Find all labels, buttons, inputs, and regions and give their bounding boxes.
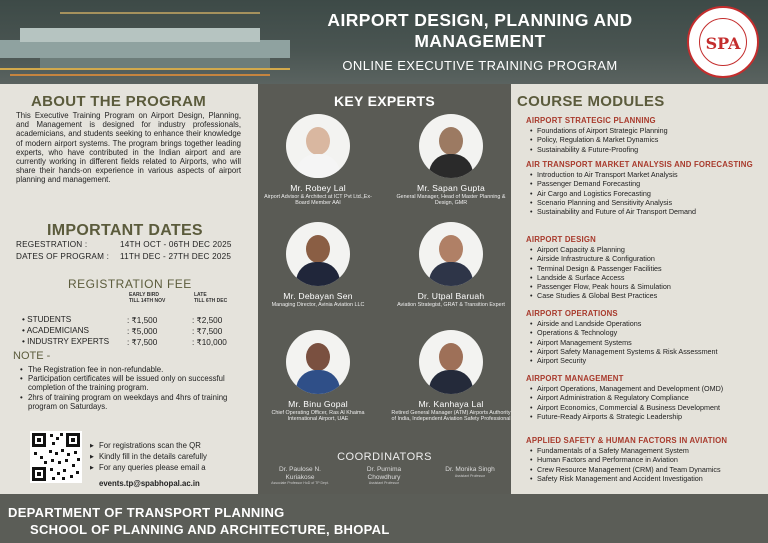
- module-section: [526, 436, 762, 483]
- module-section: [526, 116, 762, 154]
- contact-email-link[interactable]: events.tp@spabhopal.ac.in: [99, 479, 200, 488]
- list-item: • Crew Resource Management (CRM) and Team Dynamics: [537, 465, 762, 474]
- list-item: • Airport Administration & Regulatory Compliance: [537, 393, 762, 402]
- expert-role: Managing Director, Avinia Aviation LLC: [271, 302, 365, 308]
- expert-photo: [286, 330, 350, 394]
- module-heading: AIRPORT OPERATIONS: [526, 309, 618, 318]
- list-item: • Case Studies & Global Best Practices: [537, 291, 762, 300]
- expert-role: Aviation Strategist, GRAT & Transition Expert: [397, 302, 505, 308]
- spa-logo: SPA: [687, 6, 759, 78]
- late-header: LATE TILL 6TH DEC: [194, 292, 228, 304]
- list-item: • Human Factors and Performance in Aviation: [537, 455, 762, 464]
- expert-photo: [419, 114, 483, 178]
- expert-name: Mr. Binu Gopal: [288, 399, 348, 409]
- list-item: • Airport Operations, Management and Development (OMD): [537, 384, 762, 393]
- list-item: • Fundamentals of a Safety Management System: [537, 446, 762, 455]
- school-name: SCHOOL OF PLANNING AND ARCHITECTURE, BHOPAL: [30, 522, 390, 537]
- coordinators-title: COORDINATORS: [337, 451, 432, 463]
- expert-name: Mr. Sapan Gupta: [417, 183, 485, 193]
- department-name: DEPARTMENT OF TRANSPORT PLANNING: [8, 505, 285, 520]
- expert-name: Mr. Kanhaya Lal: [418, 399, 484, 409]
- modules-title: COURSE MODULES: [517, 93, 665, 110]
- list-item: • Sustainability & Future-Proofing: [537, 145, 762, 154]
- list-item: • Airside Infrastructure & Configuration: [537, 254, 762, 263]
- expert-role: Chief Operating Officer, Ras Al Khaima International Airport, UAE: [271, 410, 365, 423]
- expert-photo: [286, 114, 350, 178]
- note-list: [28, 365, 248, 411]
- list-item: • Airport Safety Management Systems & Risk Assessment: [537, 347, 762, 356]
- coordinator-name: Dr. Monika Singh: [445, 466, 495, 473]
- list-item: • Passenger Demand Forecasting: [537, 179, 762, 188]
- expert-name: Mr. Debayan Sen: [283, 291, 353, 301]
- list-item: • Airside and Landside Operations: [537, 319, 762, 328]
- experts-title: KEY EXPERTS: [333, 93, 436, 109]
- expert-name: Dr. Utpal Baruah: [417, 291, 485, 301]
- expert-card: [391, 114, 511, 207]
- expert-card: [391, 222, 511, 308]
- program-label: DATES OF PROGRAM :: [16, 252, 110, 261]
- expert-card: [258, 114, 378, 207]
- list-item: • Introduction to Air Transport Market Analysis: [537, 170, 762, 179]
- program-dates: 11TH DEC - 27TH DEC 2025: [120, 252, 232, 261]
- coordinator: [270, 466, 330, 486]
- module-heading: APPLIED SAFETY & HUMAN FACTORS IN AVIATION: [526, 436, 728, 445]
- coordinator-role: Associate Professor HoD of TP Dept.: [271, 481, 329, 485]
- early-bird-header: EARLY BIRD TILL 14TH NOV: [129, 292, 166, 304]
- list-item: • Sustainability and Future of Air Transport Demand: [537, 207, 762, 216]
- module-section: [526, 374, 762, 421]
- expert-role: General Manager, Head of Master Planning & Design, GMR: [396, 194, 506, 207]
- fee-row: • STUDENTS : ₹1,500 : ₹2,500: [22, 315, 223, 325]
- list-item: • Participation certificates will be issued only on successful completion of the training program.: [28, 374, 248, 392]
- fee-row: • INDUSTRY EXPERTS : ₹7,500 : ₹10,000: [22, 337, 227, 347]
- coordinator-name: Dr. Purnima Chowdhury: [366, 466, 402, 481]
- page-title: AIRPORT DESIGN, PLANNING AND MANAGEMENT: [327, 10, 633, 51]
- module-heading: AIRPORT DESIGN: [526, 235, 596, 244]
- contact-line: ▶ For registrations scan the QR: [90, 440, 250, 451]
- coordinator-role: Assistant Professor: [368, 481, 400, 485]
- list-item: • Landside & Surface Access: [537, 273, 762, 282]
- list-item: • Airport Economics, Commercial & Business Development: [537, 403, 762, 412]
- list-item: • Safety Risk Management and Accident Investigation: [537, 474, 762, 483]
- module-heading: AIRPORT MANAGEMENT: [526, 374, 624, 383]
- list-item: • Policy, Regulation & Market Dynamics: [537, 135, 762, 144]
- module-section: [526, 235, 762, 301]
- coordinator: [354, 466, 414, 486]
- list-item: • Airport Capacity & Planning: [537, 245, 762, 254]
- registration-dates: 14TH OCT - 06TH DEC 2025: [120, 240, 232, 249]
- dates-title: IMPORTANT DATES: [47, 222, 203, 239]
- coordinator: [440, 466, 500, 478]
- registration-label: REGESTRATION :: [16, 240, 88, 249]
- list-item: • Future-Ready Airports & Strategic Leadership: [537, 412, 762, 421]
- list-item: • Air Cargo and Logistics Forecasting: [537, 189, 762, 198]
- list-item: • Airport Security: [537, 356, 762, 365]
- module-section: [526, 160, 762, 216]
- expert-photo: [286, 222, 350, 286]
- list-item: • Foundations of Airport Strategic Planning: [537, 126, 762, 135]
- contact-info: [90, 440, 250, 491]
- expert-card: [258, 222, 378, 308]
- airport-image: [0, 0, 290, 84]
- coordinator-role: Assistant Professor: [454, 473, 486, 478]
- module-section: [526, 309, 762, 365]
- expert-name: Mr. Robey Lal: [290, 183, 346, 193]
- expert-role: Airport Advisor & Architect at ICT Pvt Ltd.,Ex- Board Member AAI: [264, 194, 372, 207]
- list-item: • The Registration fee in non-refundable.: [28, 365, 248, 374]
- about-title: ABOUT THE PROGRAM: [31, 93, 207, 110]
- expert-card: [391, 330, 511, 423]
- list-item: • 2hrs of training program on weekdays and 4hrs of training program on Saturdays.: [28, 393, 248, 411]
- module-heading: AIRPORT STRATEGIC PLANNING: [526, 116, 656, 125]
- expert-photo: [419, 222, 483, 286]
- about-text: This Executive Training Program on Airport Design, Planning, and Management is designed for industry professionals, academicians, and students seeking to enhance their knowledge of modern airport systems. The program brings together leading experts, who have contributed in the Indian airport and are currently working in different fields related to Airports, who will share their hands-on experience in various aspects of airport planning and management.: [16, 111, 241, 185]
- contact-line: ▶ For any queries please email a: [90, 462, 250, 473]
- expert-photo: [419, 330, 483, 394]
- qr-code[interactable]: [30, 431, 82, 483]
- list-item: • Passenger Flow, Peak hours & Simulation: [537, 282, 762, 291]
- note-title: NOTE -: [13, 350, 51, 362]
- fee-row: • ACADEMICIANS : ₹5,000 : ₹7,500: [22, 326, 223, 336]
- list-item: • Operations & Technology: [537, 328, 762, 337]
- expert-role: Retired General Manager (ATM) Airports Authority of India, Independent Aviation Safety Professional: [391, 410, 511, 423]
- page-subtitle: ONLINE EXECUTIVE TRAINING PROGRAM: [342, 58, 618, 73]
- contact-line: ▶ Kindly fill in the details carefully: [90, 451, 250, 462]
- list-item: • Terminal Design & Passenger Facilities: [537, 264, 762, 273]
- fee-title: REGISTRATION FEE: [68, 277, 192, 291]
- list-item: • Airport Management Systems: [537, 338, 762, 347]
- module-heading: AIR TRANSPORT MARKET ANALYSIS AND FORECASTING: [526, 160, 753, 169]
- expert-card: [258, 330, 378, 423]
- coordinator-name: Dr. Paulose N. Kuriakose: [279, 466, 321, 481]
- list-item: • Scenario Planning and Sensitivity Analysis: [537, 198, 762, 207]
